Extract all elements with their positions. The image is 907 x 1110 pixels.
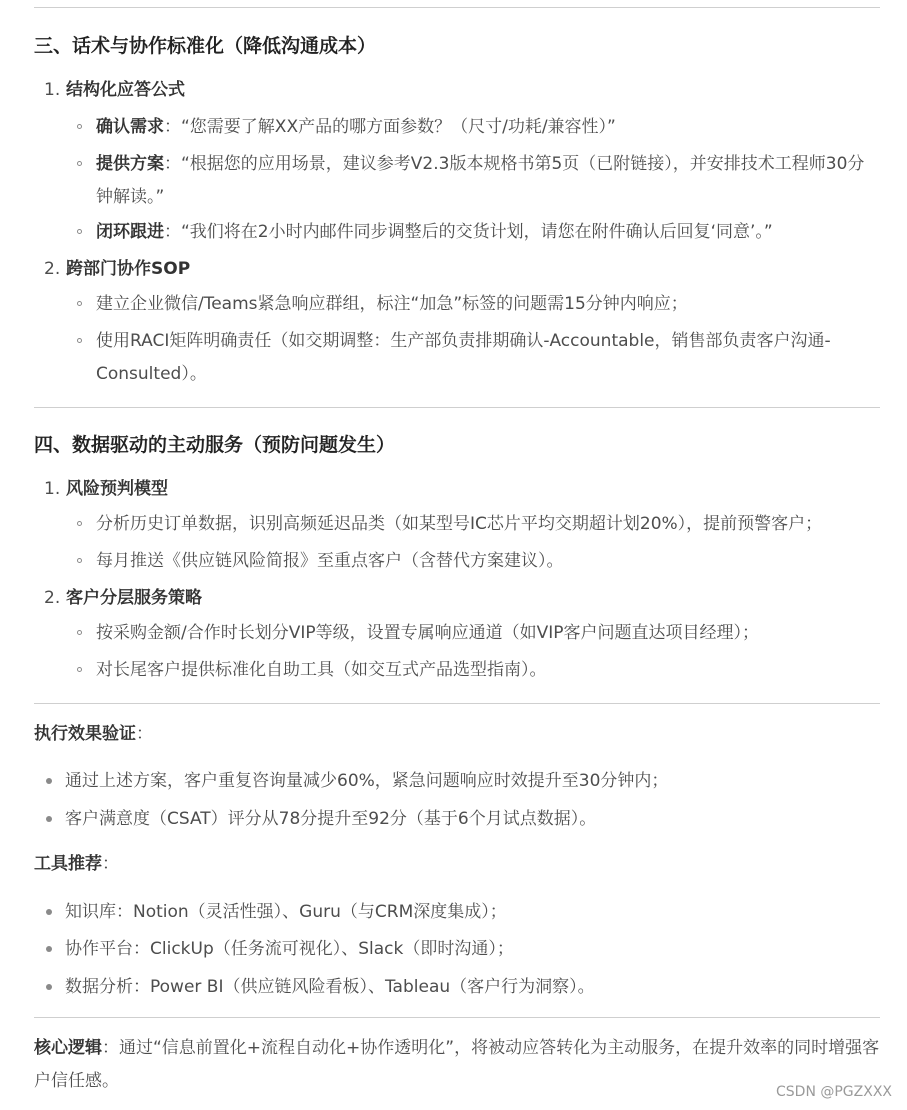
list-item-title: 跨部门协作SOP [66, 259, 191, 279]
bullet-text: 协作平台：ClickUp（任务流可视化）、Slack（即时沟通）； [65, 939, 514, 959]
bullet-item [34, 768, 880, 794]
bullet-dot-icon [46, 946, 52, 952]
bullet-item [34, 974, 880, 1000]
sub-list-item [34, 508, 880, 541]
sub-list-item [34, 325, 880, 391]
core-logic-text: ：通过“信息前置化+流程自动化+协作透明化”，将被动应答转化为主动服务，在提升效率的同时增强客户信任感。 [34, 1038, 880, 1091]
item-text: ：“我们将在2小时内邮件同步调整后的交货计划，请您在附件确认后回复‘同意’。” [164, 222, 773, 242]
verification-colon: ： [136, 724, 153, 744]
divider [34, 407, 880, 408]
divider [34, 1017, 880, 1018]
item-text: ：“根据您的应用场景，建议参考V2.3版本规格书第5页（已附链接），并安排技术工程师30分钟解读。” [96, 154, 865, 207]
bullet-text: 数据分析：Power BI（供应链风险看板）、Tableau（客户行为洞察）。 [65, 977, 595, 997]
bullet-dot-icon [46, 816, 52, 822]
circle-bullet-icon [77, 521, 82, 526]
circle-bullet-icon [77, 667, 82, 672]
sub-list-item [34, 216, 880, 249]
section4-heading: 四、数据驱动的主动服务（预防问题发生） [34, 434, 396, 456]
circle-bullet-icon [77, 630, 82, 635]
item-label: 确认需求 [96, 117, 164, 137]
bullet-text: 通过上述方案，客户重复咨询量减少60%，紧急问题响应时效提升至30分钟内； [65, 771, 669, 791]
tools-label: 工具推荐 [34, 854, 102, 874]
bullet-text: 知识库：Notion（灵活性强）、Guru（与CRM深度集成）； [65, 902, 507, 922]
list-item [34, 77, 880, 103]
core-logic-paragraph [34, 1032, 880, 1098]
item-text: 按采购金额/合作时长划分VIP等级，设置专属响应通道（如VIP客户问题直达项目经理）； [96, 623, 760, 643]
item-text: 分析历史订单数据，识别高频延迟品类（如某型号IC芯片平均交期超计划20%），提前预警客户； [96, 514, 823, 534]
verification-heading [34, 718, 880, 751]
list-number: 1. [44, 80, 61, 100]
list-item [34, 476, 880, 502]
sub-list-item [34, 148, 880, 214]
sub-list-item [34, 288, 880, 321]
sub-list-item [34, 654, 880, 687]
bullet-text: 客户满意度（CSAT）评分从78分提升至92分（基于6个月试点数据）。 [65, 809, 597, 829]
list-item-title: 风险预判模型 [66, 479, 168, 499]
list-item [34, 585, 880, 611]
item-text: 每月推送《供应链风险简报》至重点客户（含替代方案建议）。 [96, 551, 564, 571]
list-item-title: 结构化应答公式 [66, 80, 185, 100]
item-text: 建立企业微信/Teams紧急响应群组，标注“加急”标签的问题需15分钟内响应； [96, 294, 688, 314]
circle-bullet-icon [77, 558, 82, 563]
circle-bullet-icon [77, 338, 82, 343]
tools-colon: ： [102, 854, 119, 874]
item-text: 对长尾客户提供标准化自助工具（如交互式产品选型指南）。 [96, 660, 547, 680]
article-body [34, 0, 880, 1098]
list-number: 2. [44, 588, 61, 608]
list-item-title: 客户分层服务策略 [66, 588, 202, 608]
circle-bullet-icon [77, 124, 82, 129]
item-text: ：“您需要了解XX产品的哪方面参数？（尺寸/功耗/兼容性）” [164, 117, 616, 137]
section3-heading: 三、话术与协作标准化（降低沟通成本） [34, 35, 377, 57]
bullet-item [34, 936, 880, 962]
item-label: 提供方案 [96, 154, 164, 174]
list-number: 2. [44, 259, 61, 279]
circle-bullet-icon [77, 301, 82, 306]
bullet-dot-icon [46, 909, 52, 915]
bullet-item [34, 899, 880, 925]
section4-list [34, 476, 880, 687]
tools-heading [34, 848, 880, 881]
watermark: CSDN @PGZXXX [776, 1084, 893, 1100]
sub-list-item [34, 111, 880, 144]
sub-list-item [34, 545, 880, 578]
item-text: 使用RACI矩阵明确责任（如交期调整：生产部负责排期确认-Accountable，销售部负责客户沟通-Consulted）。 [96, 331, 831, 384]
bullet-dot-icon [46, 984, 52, 990]
divider [34, 703, 880, 704]
core-logic-label: 核心逻辑 [34, 1038, 102, 1058]
circle-bullet-icon [77, 161, 82, 166]
bullet-dot-icon [46, 778, 52, 784]
circle-bullet-icon [77, 229, 82, 234]
list-number: 1. [44, 479, 61, 499]
list-item [34, 256, 880, 282]
sub-list-item [34, 617, 880, 650]
verification-label: 执行效果验证 [34, 724, 136, 744]
section3-list [34, 77, 880, 391]
divider [34, 7, 880, 8]
item-label: 闭环跟进 [96, 222, 164, 242]
bullet-item [34, 806, 880, 832]
